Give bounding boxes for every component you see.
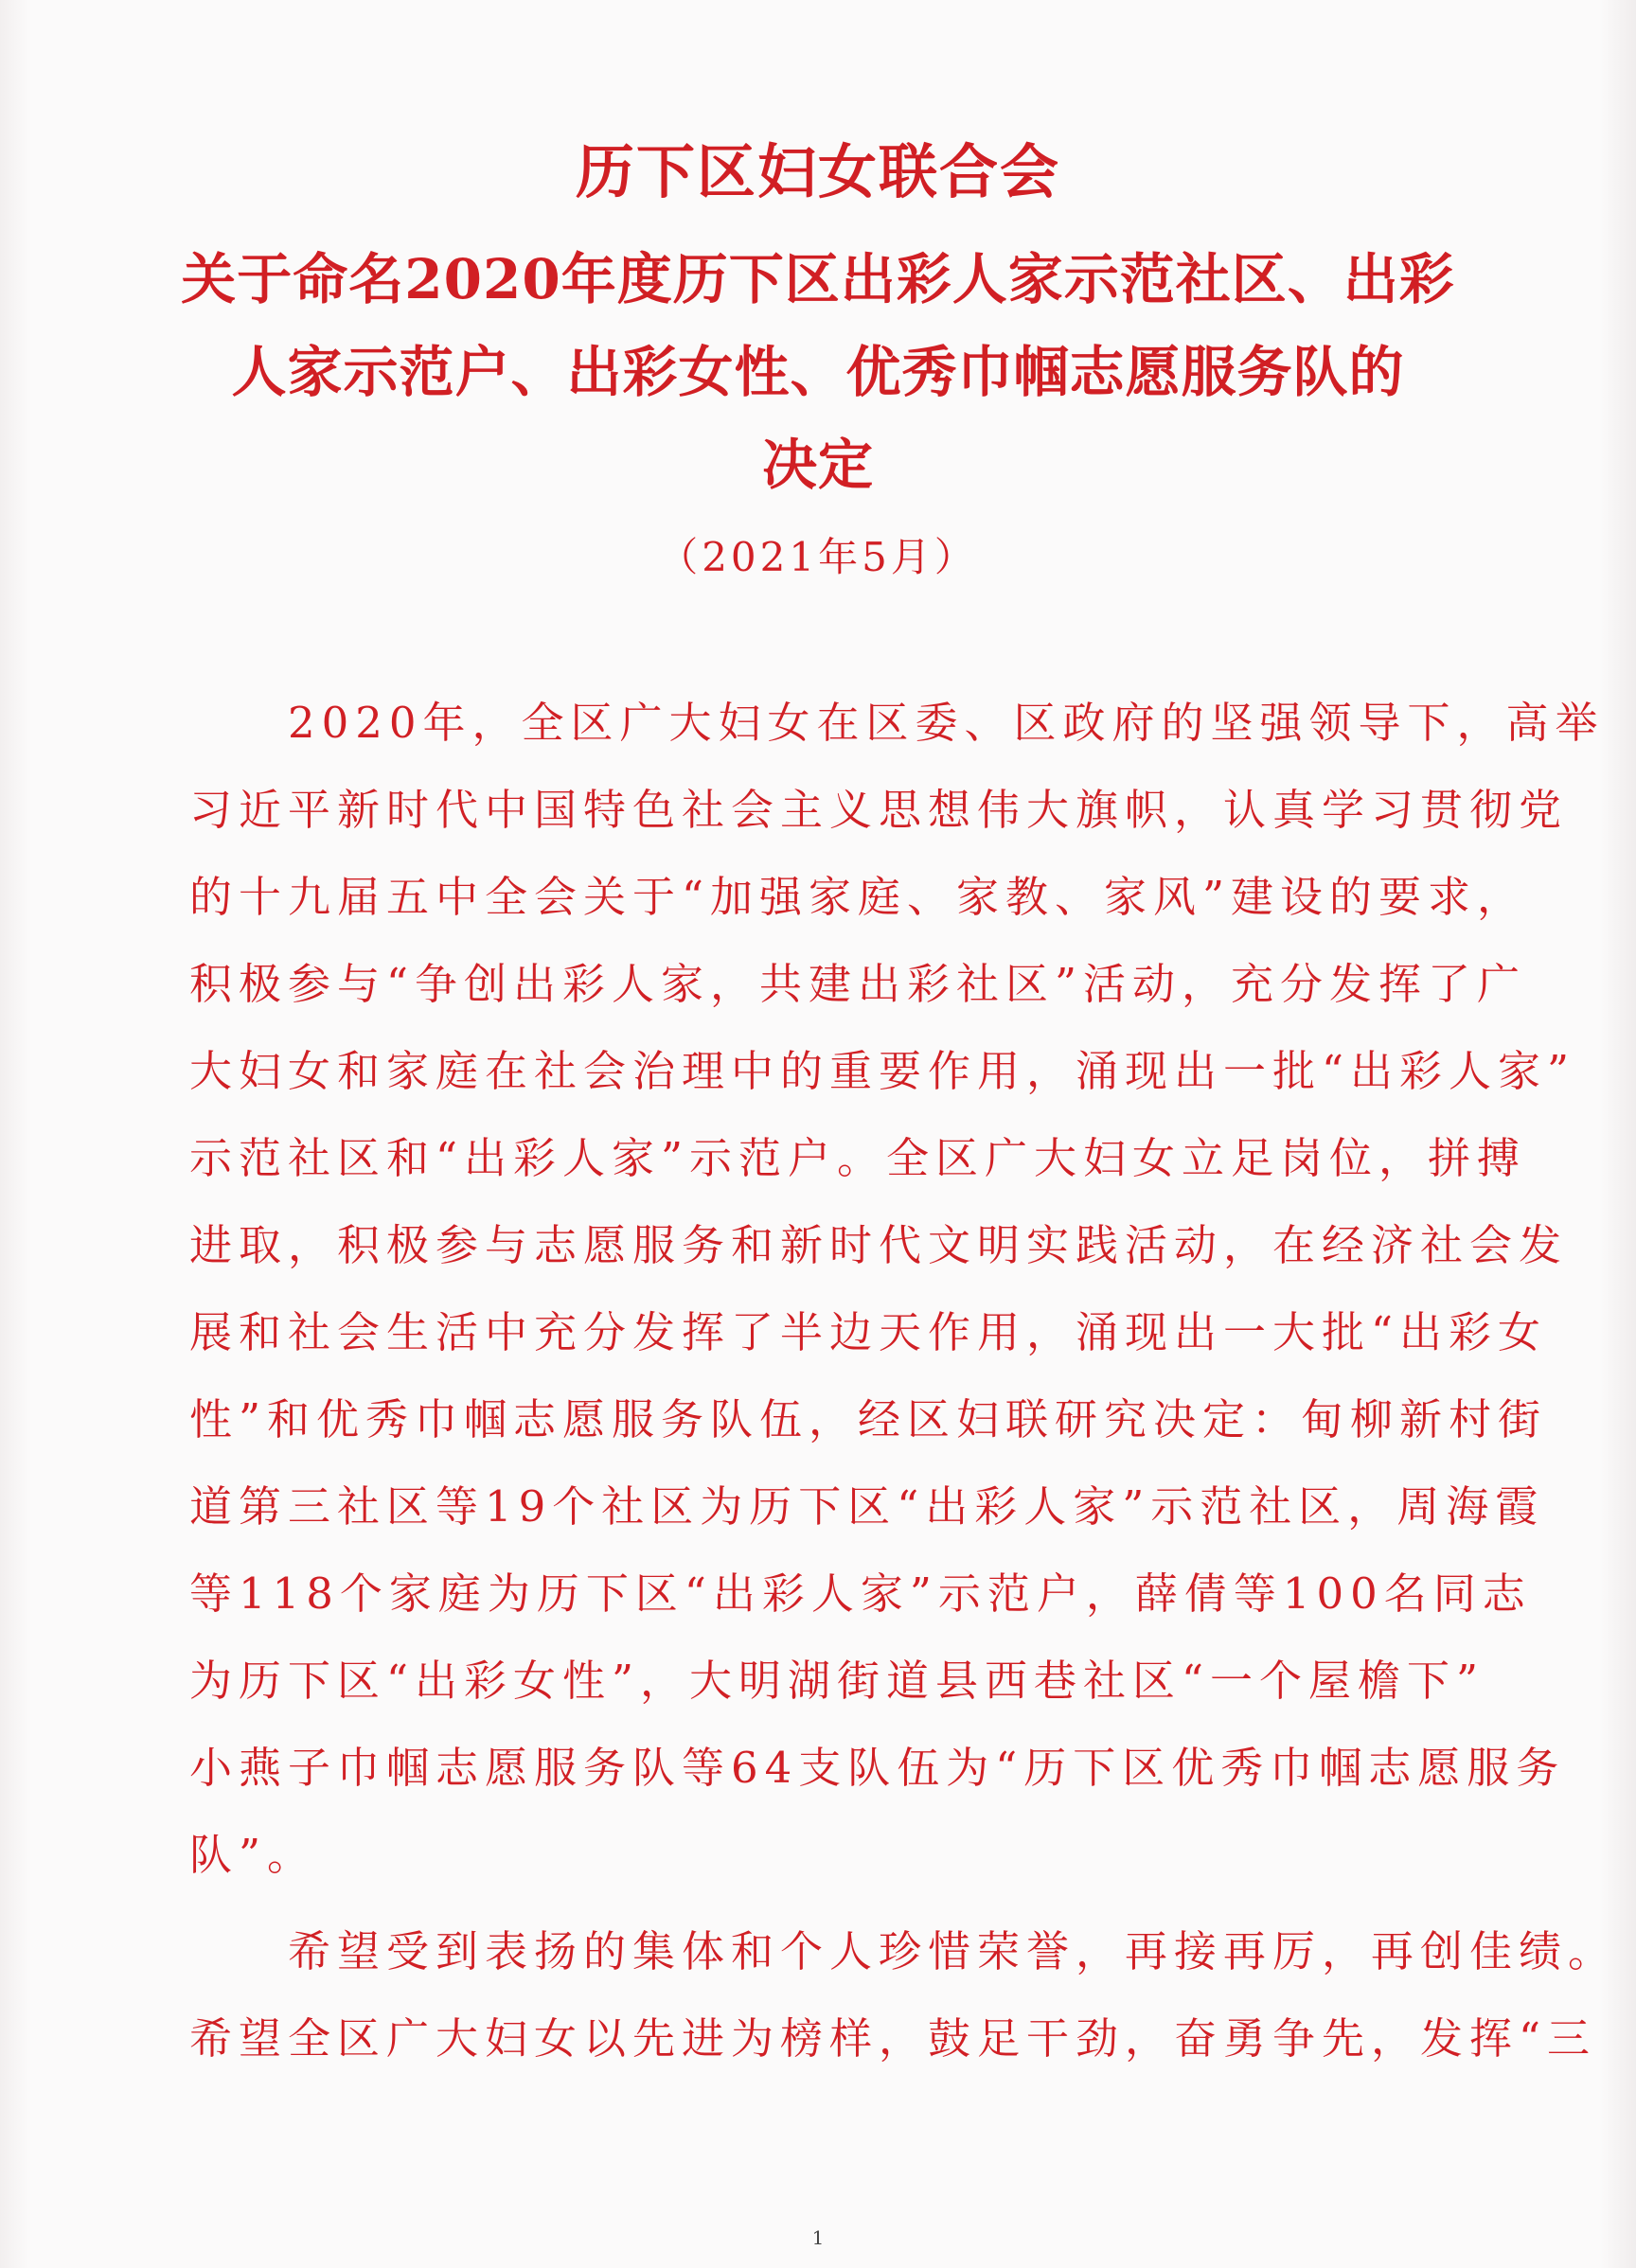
document-title-line-2: 人家示范户、出彩女性、优秀巾帼志愿服务队的 — [231, 340, 1405, 404]
paragraph-line: 希望受到表扬的集体和个人珍惜荣誉，再接再厉，再创佳绩。 — [189, 1926, 1618, 1976]
paragraph-line: 习近平新时代中国特色社会主义思想伟大旗帜，认真学习贯彻党 — [189, 785, 1569, 835]
paragraph-line: 等118个家庭为历下区“出彩人家”示范户，薛倩等100名同志 — [189, 1568, 1532, 1619]
paragraph-line: 的十九届五中全会关于“加强家庭、家教、家风”建设的要求， — [189, 872, 1527, 922]
document-date: （2021年5月） — [658, 534, 978, 580]
paragraph-line: 积极参与“争创出彩人家，共建出彩社区”活动，充分发挥了广 — [189, 959, 1527, 1009]
document-title-line-3: 决定 — [761, 433, 874, 497]
paragraph-line: 小燕子巾帼志愿服务队等64支队伍为“历下区优秀巾帼志愿服务 — [189, 1743, 1566, 1793]
paragraph-line: 2020年，全区广大妇女在区委、区政府的坚强领导下，高举 — [189, 698, 1605, 748]
paragraph-line: 道第三社区等19个社区为历下区“出彩人家”示范社区，周海霞 — [189, 1481, 1545, 1532]
paragraph-line: 进取，积极参与志愿服务和新时代文明实践活动，在经济社会发 — [189, 1220, 1569, 1270]
paragraph-line: 示范社区和“出彩人家”示范户。全区广大妇女立足岗位，拼搏 — [189, 1133, 1527, 1183]
page-number: 1 — [811, 2226, 825, 2249]
paragraph-line: 大妇女和家庭在社会治理中的重要作用，涌现出一批“出彩人家” — [189, 1046, 1576, 1096]
paragraph-line: 性”和优秀巾帼志愿服务队伍，经区妇联研究决定：甸柳新村街 — [189, 1394, 1548, 1444]
paragraph-line: 展和社会生活中充分发挥了半边天作用，涌现出一大批“出彩女 — [189, 1307, 1548, 1357]
document-title-line-1: 关于命名2020年度历下区出彩人家示范社区、出彩 — [181, 247, 1455, 311]
body-paragraph-2 — [189, 1908, 1618, 2082]
body-paragraph-1 — [189, 680, 1605, 1899]
paragraph-line: 队”。 — [189, 1830, 317, 1880]
paragraph-line: 希望全区广大妇女以先进为榜样，鼓足干劲，奋勇争先，发挥“三 — [189, 2013, 1597, 2064]
paragraph-line: 为历下区“出彩女性”，大明湖街道县西巷社区“一个屋檐下” — [189, 1656, 1485, 1706]
organization-title: 历下区妇女联合会 — [575, 137, 1060, 206]
